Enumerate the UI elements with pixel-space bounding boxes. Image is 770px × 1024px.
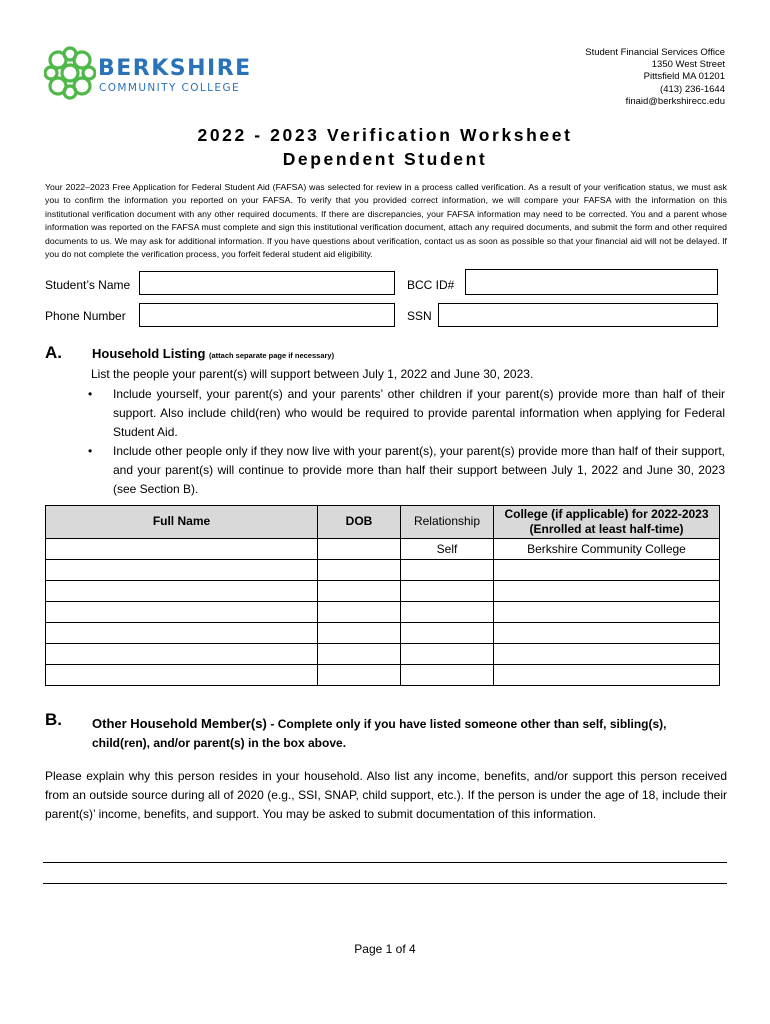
cell-college[interactable] (494, 665, 720, 686)
cell-dob[interactable] (318, 665, 401, 686)
bcc-id-field[interactable] (465, 269, 718, 295)
header-dob: DOB (318, 506, 401, 539)
cell-relationship[interactable] (401, 623, 494, 644)
phone-field[interactable] (139, 303, 395, 327)
bullet-text: Include other people only if they now live with your parent(s), your parent(s) provide more than half of their support, and your parent(s) will continue to provide more than half their support between July 1, 2022 and June 30, 2023 (see Section B). (113, 444, 725, 496)
cell-dob[interactable] (318, 539, 401, 560)
table-row (46, 602, 720, 623)
cell-college[interactable] (494, 644, 720, 665)
section-b-title: Other Household Member(s) (92, 716, 267, 731)
list-item (88, 442, 728, 502)
table-row (46, 581, 720, 602)
table-row (46, 560, 720, 581)
cell-relationship[interactable] (401, 602, 494, 623)
table-header-row (46, 506, 720, 539)
bcc-id-label: BCC ID# (407, 278, 455, 292)
logo-name: BERKSHIRE (98, 56, 252, 81)
bullet-text: Include yourself, your parent(s) and your parents’ other children if your parent(s) provide more than half of their support. Also include child(ren) who would be required to provide parental information when applying for Federal Student Aid. (113, 387, 725, 439)
answer-line[interactable] (43, 883, 727, 884)
cell-relationship[interactable] (401, 581, 494, 602)
page-number: Page 1 of 4 (354, 942, 416, 956)
bullet-icon: • (88, 387, 93, 401)
cell-college[interactable] (494, 623, 720, 644)
section-a-letter: A. (45, 343, 62, 362)
section-a-heading (92, 346, 334, 361)
logo-subtitle: COMMUNITY COLLEGE (99, 82, 241, 94)
cell-relationship[interactable] (401, 644, 494, 665)
header-college (494, 506, 720, 539)
cell-dob[interactable] (318, 623, 401, 644)
section-a-note: (attach separate page if necessary) (209, 351, 335, 360)
document-subtitle: Dependent Student (282, 149, 488, 169)
household-table (45, 505, 720, 686)
college-logo (44, 46, 274, 102)
office-city: Pittsfield MA 01201 (643, 71, 725, 83)
section-a-title: Household Listing (92, 346, 206, 361)
header-relationship: Relationship (401, 506, 494, 539)
cell-full-name[interactable] (46, 539, 318, 560)
student-name-field[interactable] (139, 271, 395, 295)
section-b-instruction-cont: child(ren), and/or parent(s) in the box above. (92, 736, 347, 750)
cell-relationship[interactable] (401, 665, 494, 686)
office-name: Student Financial Services Office (585, 47, 725, 58)
section-b-letter: B. (45, 710, 62, 729)
student-name-label: Student’s Name (45, 278, 131, 292)
table-row (46, 665, 720, 686)
bullet-icon: • (88, 444, 93, 458)
section-b-heading (92, 716, 732, 731)
logo-knot-icon (44, 46, 96, 100)
office-address (585, 47, 725, 108)
cell-full-name[interactable] (46, 644, 318, 665)
cell-full-name[interactable] (46, 623, 318, 644)
cell-full-name[interactable] (46, 665, 318, 686)
document-title: 2022 - 2023 Verification Worksheet (197, 125, 573, 145)
header-college-line1: College (if applicable) for 2022-2023 (504, 507, 709, 521)
cell-dob[interactable] (318, 602, 401, 623)
office-phone: (413) 236-1644 (660, 83, 725, 95)
header-full-name: Full Name (46, 506, 318, 539)
cell-dob[interactable] (318, 581, 401, 602)
office-email: finaid@berkshirecc.edu (625, 95, 725, 107)
cell-college[interactable] (494, 602, 720, 623)
cell-full-name[interactable] (46, 581, 318, 602)
cell-full-name[interactable] (46, 560, 318, 581)
header-college-line2: (Enrolled at least half-time) (529, 522, 684, 536)
section-b-paragraph: Please explain why this person resides in your household. Also list any income, benefits, and/or support this person received from an outside source during all of 2020 (e.g., SSI, SNAP, child support, etc.). If the person is under the age of 18, include their parent(s)’ income, benefits, and support. You may be asked to submit documentation of this information. (45, 769, 727, 821)
table-row (46, 539, 720, 560)
office-street: 1350 West Street (651, 59, 725, 71)
cell-college[interactable]: Berkshire Community College (494, 539, 720, 560)
cell-relationship[interactable]: Self (401, 539, 494, 560)
list-item (88, 385, 728, 445)
table-row (46, 623, 720, 644)
cell-college[interactable] (494, 560, 720, 581)
section-a-intro: List the people your parent(s) will support between July 1, 2022 and June 30, 2023. (91, 367, 534, 381)
cell-relationship[interactable] (401, 560, 494, 581)
cell-dob[interactable] (318, 560, 401, 581)
ssn-field[interactable] (438, 303, 718, 327)
cell-college[interactable] (494, 581, 720, 602)
answer-line[interactable] (43, 862, 727, 863)
cell-full-name[interactable] (46, 602, 318, 623)
section-b-instruction: - Complete only if you have listed someone other than self, sibling(s), (270, 717, 667, 731)
phone-label: Phone Number (45, 309, 126, 323)
table-row (46, 644, 720, 665)
cell-dob[interactable] (318, 644, 401, 665)
intro-paragraph: Your 2022–2023 Free Application for Federal Student Aid (FAFSA) was selected for review in a process called verification. As a result of your verification status, we must ask you to confirm the information you reported on your FAFSA. To verify that you provided correct information, we will compare your FAFSA with the information on this institutional verification document with any other required documents. If there are discrepancies, your FAFSA information may need to be corrected. You and a parent whose information was reported on the FAFSA must complete and sign this institutional verification document, attach any required documents, and submit the form and other required documents to us. We may ask for additional information. If you have questions about verification, contact us as soon as possible so that your financial aid will not be delayed. If you do not complete the verification process, you forfeit federal student aid eligibility. (45, 182, 727, 260)
ssn-label: SSN (407, 309, 432, 323)
